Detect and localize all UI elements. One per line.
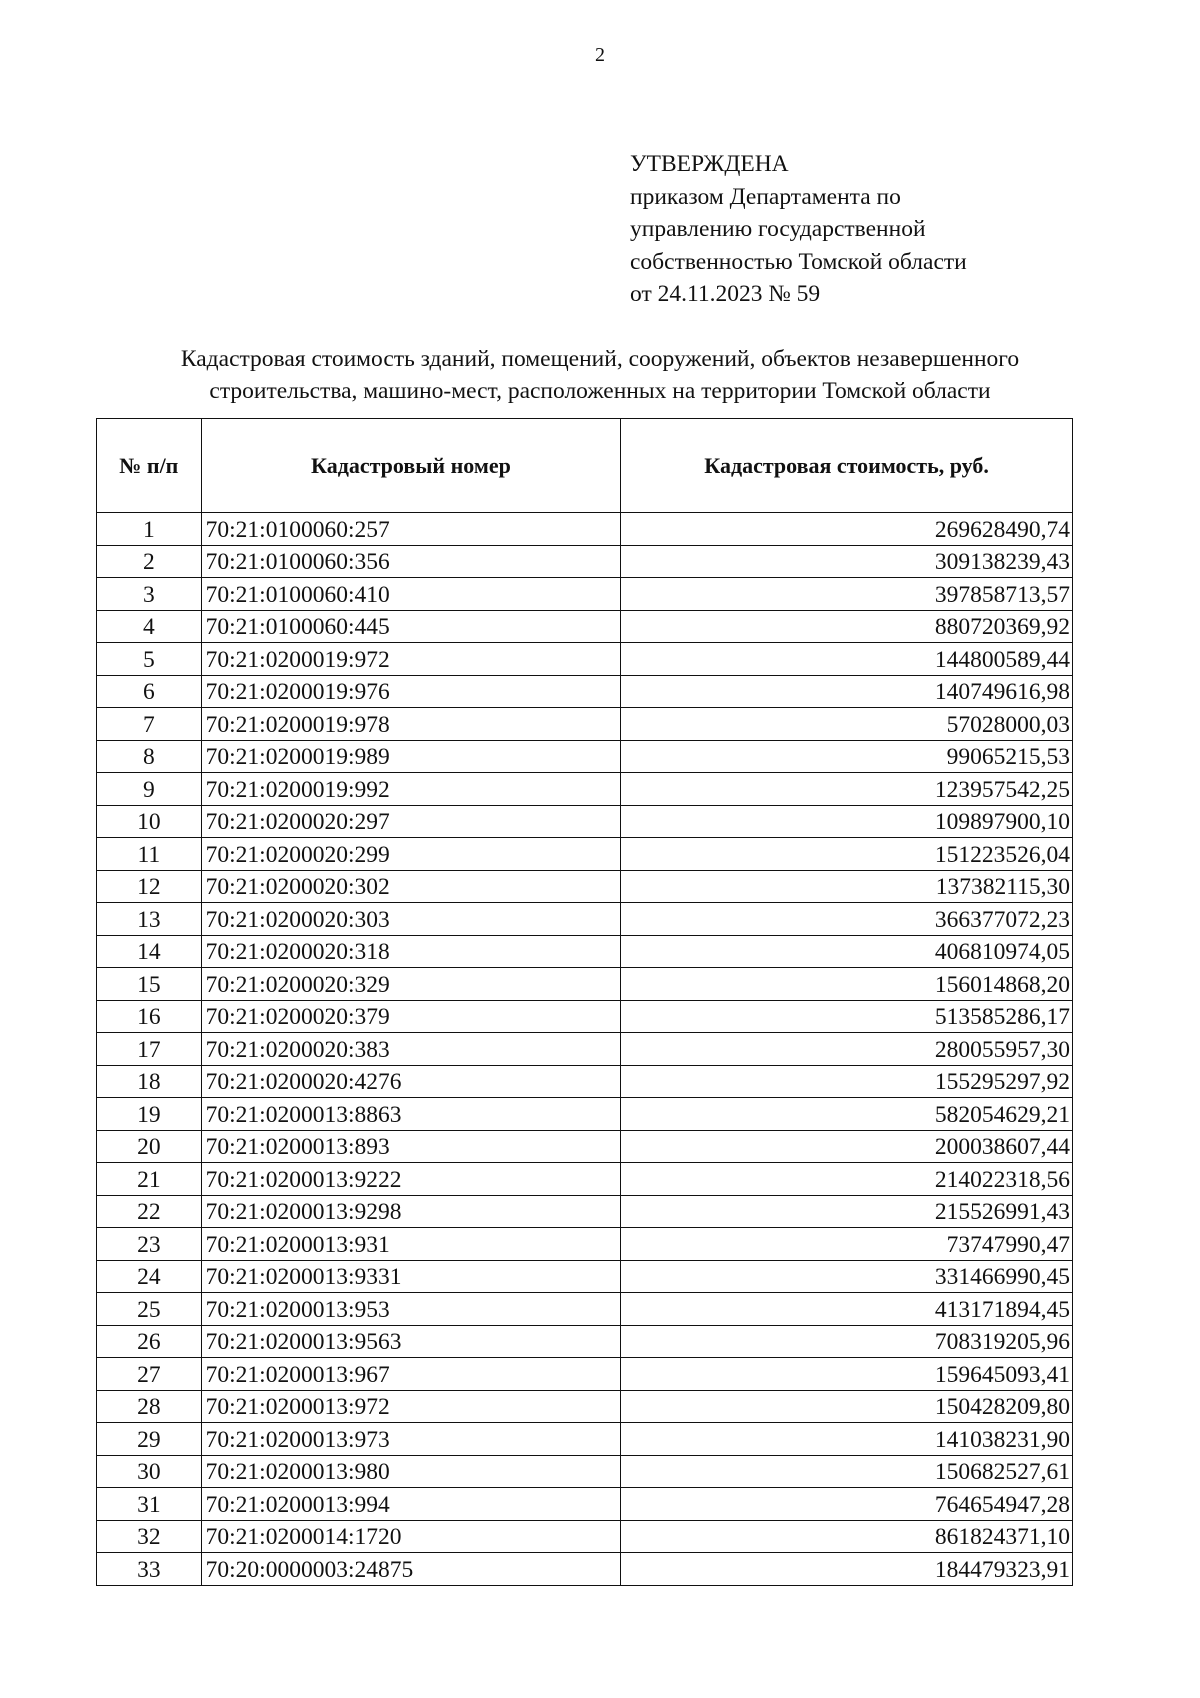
row-number-cell: 19 bbox=[97, 1098, 202, 1131]
table-row bbox=[97, 610, 1073, 643]
cadastral-number-cell: 70:21:0200019:976 bbox=[201, 675, 621, 708]
row-number-cell: 5 bbox=[97, 643, 202, 676]
row-number-cell: 4 bbox=[97, 610, 202, 643]
row-number-cell: 22 bbox=[97, 1195, 202, 1228]
cadastral-number-cell: 70:21:0200019:978 bbox=[201, 708, 621, 741]
approval-date-line: от 24.11.2023 № 59 bbox=[630, 281, 821, 307]
row-number-cell: 26 bbox=[97, 1325, 202, 1358]
row-number-cell: 13 bbox=[97, 903, 202, 936]
cadastral-number-cell: 70:21:0200020:303 bbox=[201, 903, 621, 936]
table-row bbox=[97, 578, 1073, 611]
cadastral-value-cell: 137382115,30 bbox=[621, 870, 1073, 903]
row-number-cell: 28 bbox=[97, 1390, 202, 1423]
table-body bbox=[97, 513, 1073, 1586]
cadastral-value-cell: 99065215,53 bbox=[621, 740, 1073, 773]
cadastral-number-cell: 70:21:0200013:967 bbox=[201, 1358, 621, 1391]
cadastral-value-table bbox=[96, 418, 1073, 1586]
table-row bbox=[97, 1163, 1073, 1196]
cadastral-value-cell: 184479323,91 bbox=[621, 1553, 1073, 1586]
document-title-line: Кадастровая стоимость зданий, помещений, сооружений, объектов незавершенного bbox=[180, 346, 1020, 372]
row-number-cell: 10 bbox=[97, 805, 202, 838]
row-number-cell: 9 bbox=[97, 773, 202, 806]
row-number-cell: 6 bbox=[97, 675, 202, 708]
page-number: 2 bbox=[595, 44, 605, 66]
cadastral-number-cell: 70:21:0200013:980 bbox=[201, 1455, 621, 1488]
table-row bbox=[97, 545, 1073, 578]
row-number-cell: 1 bbox=[97, 513, 202, 546]
cadastral-value-cell: 200038607,44 bbox=[621, 1130, 1073, 1163]
cadastral-value-cell: 109897900,10 bbox=[621, 805, 1073, 838]
cadastral-value-cell: 280055957,30 bbox=[621, 1033, 1073, 1066]
cadastral-value-cell: 140749616,98 bbox=[621, 675, 1073, 708]
cadastral-value-cell: 156014868,20 bbox=[621, 968, 1073, 1001]
cadastral-value-cell: 214022318,56 bbox=[621, 1163, 1073, 1196]
row-number-cell: 11 bbox=[97, 838, 202, 871]
cadastral-value-cell: 269628490,74 bbox=[621, 513, 1073, 546]
row-number-cell: 12 bbox=[97, 870, 202, 903]
table-row bbox=[97, 675, 1073, 708]
cadastral-value-cell: 331466990,45 bbox=[621, 1260, 1073, 1293]
cadastral-value-cell: 513585286,17 bbox=[621, 1000, 1073, 1033]
table-row bbox=[97, 968, 1073, 1001]
cadastral-number-cell: 70:21:0100060:445 bbox=[201, 610, 621, 643]
cadastral-number-cell: 70:21:0200020:299 bbox=[201, 838, 621, 871]
header-cadastral-value: Кадастровая стоимость, руб. bbox=[621, 419, 1073, 513]
cadastral-number-cell: 70:21:0200020:379 bbox=[201, 1000, 621, 1033]
row-number-cell: 17 bbox=[97, 1033, 202, 1066]
table-row bbox=[97, 513, 1073, 546]
cadastral-number-cell: 70:21:0200013:994 bbox=[201, 1488, 621, 1521]
row-number-cell: 15 bbox=[97, 968, 202, 1001]
table-row bbox=[97, 1358, 1073, 1391]
cadastral-value-cell: 123957542,25 bbox=[621, 773, 1073, 806]
row-number-cell: 32 bbox=[97, 1520, 202, 1553]
row-number-cell: 27 bbox=[97, 1358, 202, 1391]
table-row bbox=[97, 1033, 1073, 1066]
row-number-cell: 29 bbox=[97, 1423, 202, 1456]
header-row-number: № п/п bbox=[97, 419, 202, 513]
cadastral-number-cell: 70:21:0200013:9331 bbox=[201, 1260, 621, 1293]
row-number-cell: 33 bbox=[97, 1553, 202, 1586]
header-cadastral-number: Кадастровый номер bbox=[201, 419, 621, 513]
table-row bbox=[97, 1098, 1073, 1131]
cadastral-number-cell: 70:21:0200013:931 bbox=[201, 1228, 621, 1261]
cadastral-value-cell: 309138239,43 bbox=[621, 545, 1073, 578]
row-number-cell: 20 bbox=[97, 1130, 202, 1163]
cadastral-number-cell: 70:21:0200019:992 bbox=[201, 773, 621, 806]
row-number-cell: 14 bbox=[97, 935, 202, 968]
approval-line: собственностью Томской области bbox=[630, 248, 967, 275]
document-title-line: строительства, машино-мест, расположенных на территории Томской области bbox=[209, 378, 991, 404]
table-row bbox=[97, 838, 1073, 871]
table-row bbox=[97, 1195, 1073, 1228]
table-row bbox=[97, 805, 1073, 838]
row-number-cell: 25 bbox=[97, 1293, 202, 1326]
cadastral-value-cell: 155295297,92 bbox=[621, 1065, 1073, 1098]
table-row bbox=[97, 1455, 1073, 1488]
cadastral-number-cell: 70:21:0200013:9563 bbox=[201, 1325, 621, 1358]
cadastral-number-cell: 70:21:0200020:329 bbox=[201, 968, 621, 1001]
cadastral-number-cell: 70:21:0200019:989 bbox=[201, 740, 621, 773]
cadastral-value-cell: 861824371,10 bbox=[621, 1520, 1073, 1553]
table-row bbox=[97, 1390, 1073, 1423]
cadastral-value-cell: 159645093,41 bbox=[621, 1358, 1073, 1391]
table-row bbox=[97, 1065, 1073, 1098]
cadastral-value-cell: 57028000,03 bbox=[621, 708, 1073, 741]
table-header-row bbox=[97, 419, 1073, 513]
cadastral-number-cell: 70:21:0200014:1720 bbox=[201, 1520, 621, 1553]
table-row bbox=[97, 1325, 1073, 1358]
table-row bbox=[97, 1293, 1073, 1326]
cadastral-value-cell: 150428209,80 bbox=[621, 1390, 1073, 1423]
cadastral-value-cell: 215526991,43 bbox=[621, 1195, 1073, 1228]
table-row bbox=[97, 740, 1073, 773]
row-number-cell: 2 bbox=[97, 545, 202, 578]
row-number-cell: 31 bbox=[97, 1488, 202, 1521]
cadastral-number-cell: 70:21:0200020:383 bbox=[201, 1033, 621, 1066]
cadastral-value-cell: 141038231,90 bbox=[621, 1423, 1073, 1456]
table-row bbox=[97, 1553, 1073, 1586]
cadastral-number-cell: 70:21:0200013:8863 bbox=[201, 1098, 621, 1131]
row-number-cell: 24 bbox=[97, 1260, 202, 1293]
table-row bbox=[97, 935, 1073, 968]
approval-line: управлению государственной bbox=[630, 216, 926, 242]
table-row bbox=[97, 773, 1073, 806]
cadastral-value-cell: 406810974,05 bbox=[621, 935, 1073, 968]
cadastral-value-cell: 880720369,92 bbox=[621, 610, 1073, 643]
cadastral-number-cell: 70:21:0100060:356 bbox=[201, 545, 621, 578]
approval-block bbox=[630, 148, 967, 311]
row-number-cell: 16 bbox=[97, 1000, 202, 1033]
cadastral-value-cell: 151223526,04 bbox=[621, 838, 1073, 871]
cadastral-number-cell: 70:21:0200013:9222 bbox=[201, 1163, 621, 1196]
table-row bbox=[97, 1000, 1073, 1033]
cadastral-number-cell: 70:21:0200013:953 bbox=[201, 1293, 621, 1326]
cadastral-value-cell: 144800589,44 bbox=[621, 643, 1073, 676]
cadastral-number-cell: 70:21:0200013:9298 bbox=[201, 1195, 621, 1228]
table-row bbox=[97, 1520, 1073, 1553]
approval-line: приказом Департамента по bbox=[630, 183, 901, 210]
cadastral-number-cell: 70:21:0200020:4276 bbox=[201, 1065, 621, 1098]
cadastral-value-cell: 150682527,61 bbox=[621, 1455, 1073, 1488]
cadastral-value-cell: 582054629,21 bbox=[621, 1098, 1073, 1131]
row-number-cell: 21 bbox=[97, 1163, 202, 1196]
row-number-cell: 18 bbox=[97, 1065, 202, 1098]
row-number-cell: 7 bbox=[97, 708, 202, 741]
cadastral-number-cell: 70:21:0200020:297 bbox=[201, 805, 621, 838]
cadastral-number-cell: 70:21:0200020:302 bbox=[201, 870, 621, 903]
cadastral-value-cell: 708319205,96 bbox=[621, 1325, 1073, 1358]
table-row bbox=[97, 1488, 1073, 1521]
row-number-cell: 3 bbox=[97, 578, 202, 611]
cadastral-value-cell: 397858713,57 bbox=[621, 578, 1073, 611]
row-number-cell: 30 bbox=[97, 1455, 202, 1488]
cadastral-number-cell: 70:21:0200019:972 bbox=[201, 643, 621, 676]
approval-stamp: УТВЕРЖДЕНА bbox=[630, 151, 789, 177]
row-number-cell: 23 bbox=[97, 1228, 202, 1261]
cadastral-value-cell: 73747990,47 bbox=[621, 1228, 1073, 1261]
cadastral-number-cell: 70:21:0100060:410 bbox=[201, 578, 621, 611]
cadastral-number-cell: 70:21:0100060:257 bbox=[201, 513, 621, 546]
table-row bbox=[97, 870, 1073, 903]
table-row bbox=[97, 1130, 1073, 1163]
table-row bbox=[97, 708, 1073, 741]
table-row bbox=[97, 1228, 1073, 1261]
cadastral-number-cell: 70:21:0200020:318 bbox=[201, 935, 621, 968]
table-row bbox=[97, 643, 1073, 676]
cadastral-number-cell: 70:21:0200013:972 bbox=[201, 1390, 621, 1423]
row-number-cell: 8 bbox=[97, 740, 202, 773]
cadastral-value-cell: 764654947,28 bbox=[621, 1488, 1073, 1521]
cadastral-value-cell: 413171894,45 bbox=[621, 1293, 1073, 1326]
table-row bbox=[97, 903, 1073, 936]
cadastral-number-cell: 70:21:0200013:973 bbox=[201, 1423, 621, 1456]
cadastral-number-cell: 70:21:0200013:893 bbox=[201, 1130, 621, 1163]
table-row bbox=[97, 1260, 1073, 1293]
table-row bbox=[97, 1423, 1073, 1456]
document-title bbox=[0, 343, 1200, 407]
cadastral-value-cell: 366377072,23 bbox=[621, 903, 1073, 936]
cadastral-number-cell: 70:20:0000003:24875 bbox=[201, 1553, 621, 1586]
